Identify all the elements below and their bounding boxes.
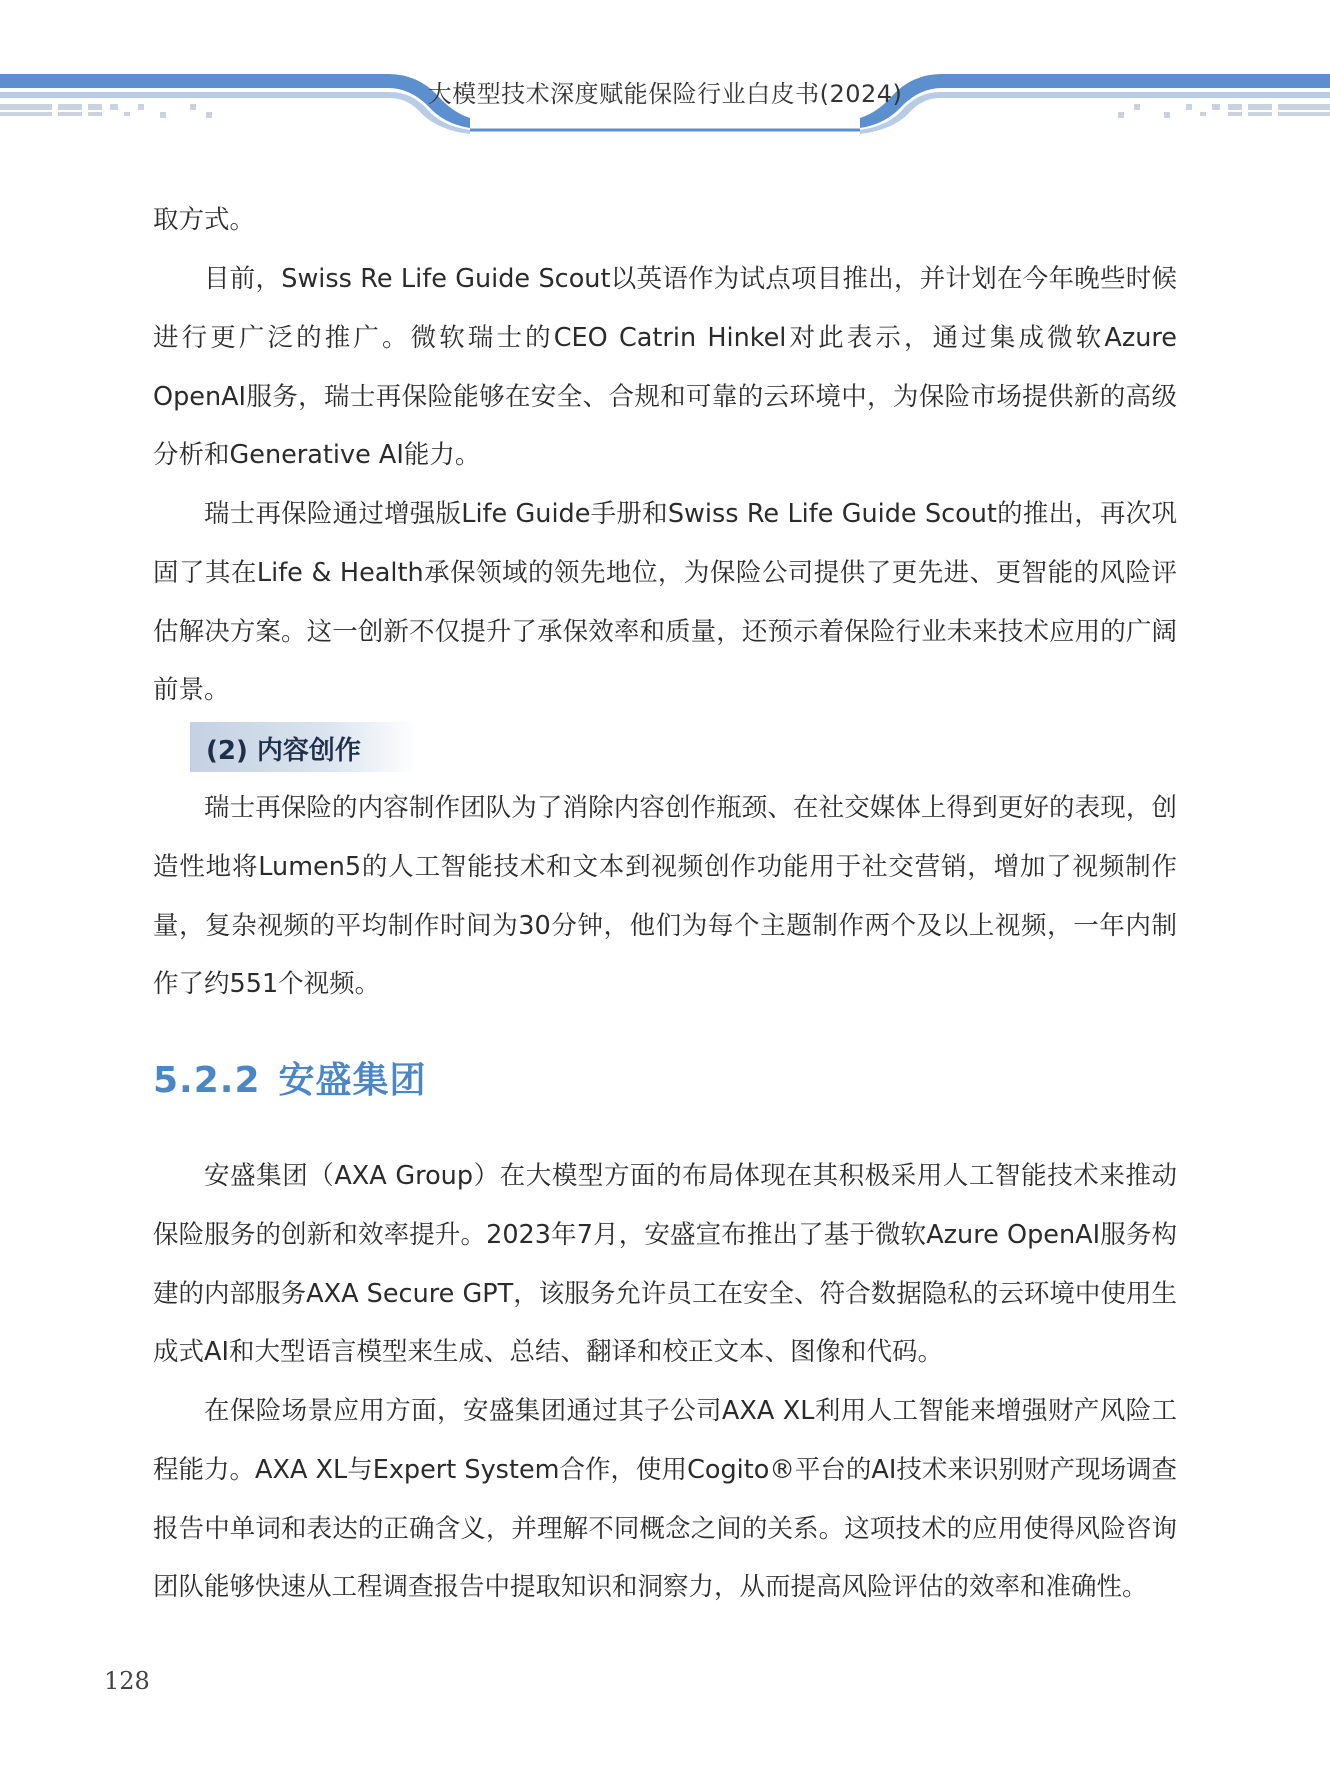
page-header	[0, 0, 1330, 140]
paragraph-content-creation: 瑞士再保险的内容制作团队为了消除内容创作瓶颈、在社交媒体上得到更好的表现，创造性地将Lumen5的人工智能技术和文本到视频创作功能用于社交营销，增加了视频制作量，复杂视频的平均制作时间为30分钟，他们为每个主题制作两个及以上视频，一年内制作了约551个视频。	[153, 793, 1177, 1000]
page-number: 128	[104, 1667, 150, 1695]
paragraph-swiss-re-scout: 目前，Swiss Re Life Guide Scout以英语作为试点项目推出，并计划在今年晚些时候进行更广泛的推广。微软瑞士的CEO Catrin Hinkel对此表示，通过集成微软Azure OpenAI服务，瑞士再保险能够在安全、合规和可靠的云环境中，为保险市场提供新的高级分析和Generative AI能力。	[153, 264, 1177, 471]
section-number: 5.2.2	[153, 1060, 261, 1101]
subheading-text: (2) 内容创作	[206, 736, 361, 766]
section-title-text: 安盛集团	[278, 1060, 427, 1101]
section-heading	[153, 1052, 427, 1103]
paragraph-swiss-re-life-guide: 瑞士再保险通过增强版Life Guide手册和Swiss Re Life Guide Scout的推出，再次巩固了其在Life & Health承保领域的领先地位，为保险公司提供了更先进、更智能的风险评估解决方案。这一创新不仅提升了承保效率和质量，还预示着保险行业未来技术应用的广阔前景。	[153, 499, 1177, 706]
header-title: 大模型技术深度赋能保险行业白皮书(2024)	[427, 80, 903, 108]
paragraph-axa-overview: 安盛集团（AXA Group）在大模型方面的布局体现在其积极采用人工智能技术来推动保险服务的创新和效率提升。2023年7月，安盛宣布推出了基于微软Azure OpenAI服务构建的内部服务AXA Secure GPT，该服务允许员工在安全、符合数据隐私的云环境中使用生成式AI和大型语言模型来生成、总结、翻译和校正文本、图像和代码。	[153, 1161, 1177, 1368]
paragraph-continuation: 取方式。	[153, 205, 256, 235]
paragraph-axa-xl: 在保险场景应用方面，安盛集团通过其子公司AXA XL利用人工智能来增强财产风险工程能力。AXA XL与Expert System合作，使用Cogito®平台的AI技术来识别财产现场调查报告中单词和表达的正确含义，并理解不同概念之间的关系。这项技术的应用使得风险咨询团队能够快速从工程调查报告中提取知识和洞察力，从而提高风险评估的效率和准确性。	[153, 1396, 1177, 1603]
header-banner	[0, 0, 1330, 140]
subheading-block	[190, 722, 418, 772]
